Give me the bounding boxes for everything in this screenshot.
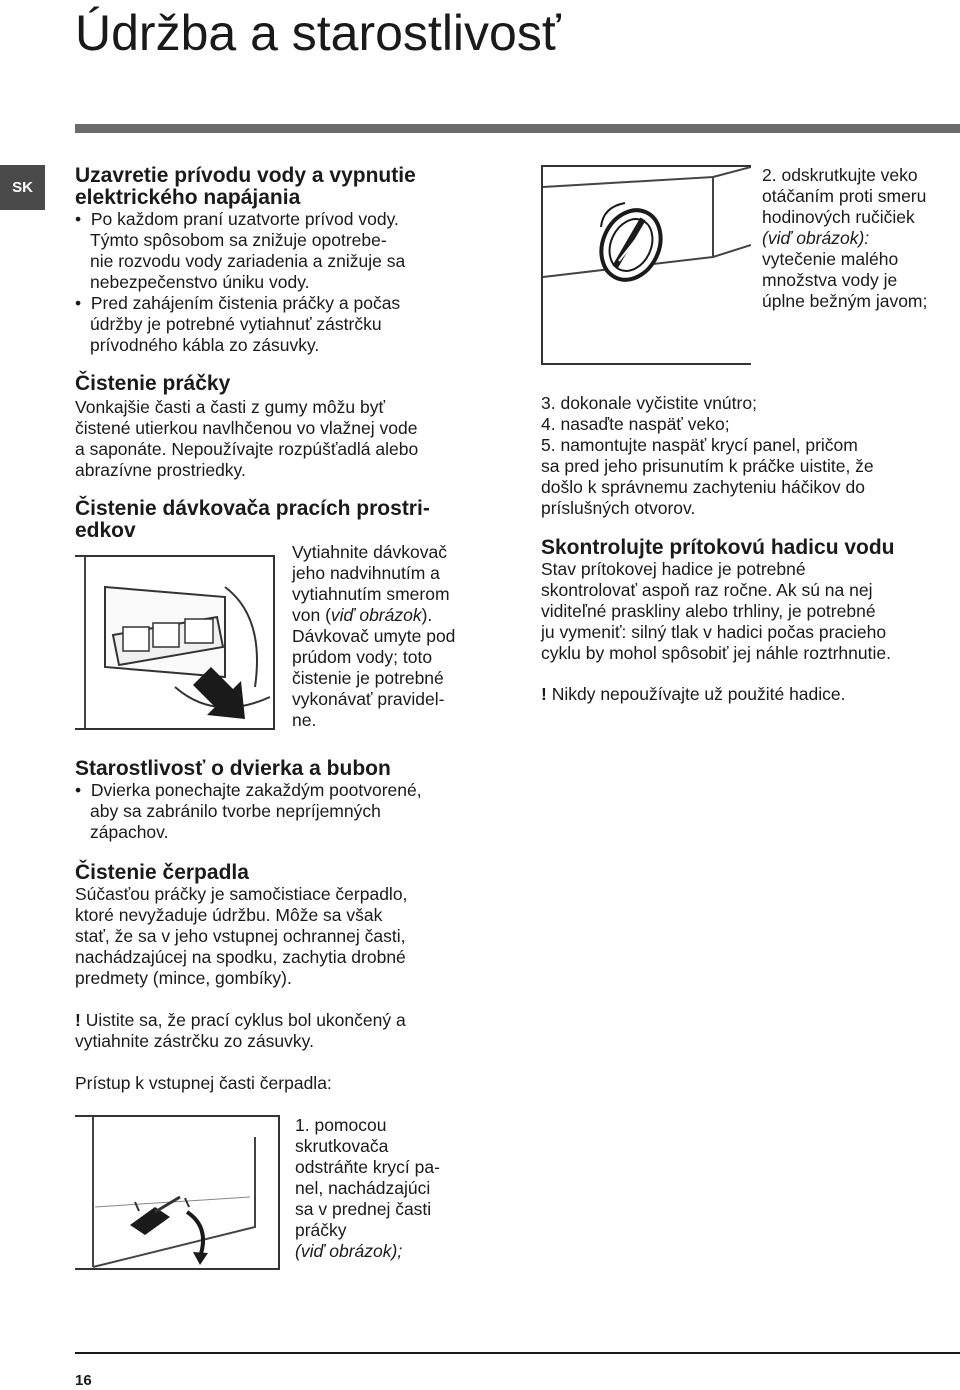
screwdriver-panel-figure: [75, 1117, 278, 1268]
text-line: otáčaním proti smeru: [762, 186, 927, 206]
pump-steps-3-5: [541, 393, 960, 519]
pump-warning: [75, 1010, 515, 1052]
language-tab: SK: [0, 165, 45, 210]
text-line: čistené utierkou navlhčenou vo vlažnej vode: [75, 418, 418, 438]
pump-panel-illustration: [75, 1115, 280, 1270]
text-line: príslušných otvorov.: [541, 498, 696, 518]
section-heading: Skontrolujte prítokovú hadicu vodu: [541, 536, 895, 559]
hose-warning: ! Nikdy nepoužívajte už použité hadice.: [541, 684, 846, 704]
text-line: Vonkajšie časti a časti z gumy môžu byť: [75, 397, 386, 417]
section-water-power: [75, 165, 515, 356]
bullet-line: nebezpečenstvo úniku vody.: [90, 272, 310, 292]
pump-step-2: [762, 165, 960, 312]
text-line: vykonávať pravidel-: [292, 689, 445, 709]
text-line: von (viď obrázok).: [292, 605, 433, 625]
text-line: predmety (mince, gombíky).: [75, 968, 292, 988]
warning-line: ! Uistite sa, že prací cyklus bol ukončený a: [75, 1010, 406, 1030]
text-line: nel, nachádzajúci: [295, 1178, 431, 1198]
text-line: 2. odskrutkujte veko: [762, 165, 918, 185]
text-line: odstráňte krycí pa-: [295, 1157, 440, 1177]
section-washer-cleaning: [75, 373, 515, 481]
text-line: ktoré nevyžaduje údržbu. Môže sa však: [75, 905, 383, 925]
section-pump-cleaning: [75, 862, 515, 989]
text-line: 3. dokonale vyčistite vnútro;: [541, 393, 757, 413]
warning-mark: !: [75, 1010, 81, 1030]
pump-cover-illustration: [541, 165, 751, 365]
text-line: 5. namontujte naspäť krycí panel, pričom: [541, 435, 858, 455]
text-line: stať, že sa v jeho vstupnej ochrannej časti,: [75, 926, 406, 946]
text-line: viditeľné praskliny alebo trhliny, je potrebné: [541, 601, 876, 621]
section-heading: Uzavretie prívodu vody a vypnutie: [75, 164, 416, 187]
footer-rule: [75, 1352, 960, 1354]
text-line: hodinových ručičiek: [762, 207, 915, 227]
page-title: Údržba a starostlivosť: [75, 5, 561, 61]
text-line: práčky: [295, 1220, 347, 1240]
section-hose-check: [541, 537, 960, 664]
page-number: 16: [75, 1372, 92, 1389]
dispenser-instructions: [292, 542, 517, 731]
bullet-line: • Po každom praní uzatvorte prívod vody.: [75, 209, 515, 230]
bullet-line: Týmto spôsobom sa znižuje opotrebe-: [90, 230, 387, 250]
section-dispenser-cleaning: [75, 498, 515, 542]
bullet-line: prívodného kábla zo zásuvky.: [90, 335, 320, 355]
bullet-line: nie rozvodu vody zariadenia a znižuje sa: [90, 251, 406, 271]
text-line: jeho nadvihnutím a: [292, 563, 440, 583]
section-door-drum: [75, 758, 515, 843]
header-rule: [75, 124, 960, 133]
text-line: vytiahnutím smerom: [292, 584, 450, 604]
section-heading-cont: elektrického napájania: [75, 186, 301, 209]
bullet-item: [75, 293, 515, 356]
section-heading: Čistenie práčky: [75, 372, 231, 395]
text-line: (viď obrázok);: [295, 1241, 403, 1261]
text-line: a saponáte. Nepoužívajte rozpúšťadlá alebo: [75, 439, 419, 459]
text-line: abrazívne prostriedky.: [75, 460, 246, 480]
pump-access-label: Prístup k vstupnej časti čerpadla:: [75, 1073, 332, 1093]
bullet-line: aby sa zabránilo tvorbe nepríjemných: [90, 801, 381, 821]
text-line: prúdom vody; toto: [292, 647, 433, 667]
text-line: Dávkovač umyte pod: [292, 626, 456, 646]
text-line: Stav prítokovej hadice je potrebné: [541, 559, 806, 579]
bullet-line: zápachov.: [90, 822, 169, 842]
dispenser-illustration: [75, 555, 275, 730]
text-line: ju vymeniť: silný tlak v hadici počas pracieho: [541, 622, 887, 642]
text-line: 1. pomocou: [295, 1115, 387, 1135]
text-line: nachádzajúcej na spodku, zachytia drobné: [75, 947, 406, 967]
text-line: skontrolovať aspoň raz ročne. Ak sú na nej: [541, 580, 873, 600]
bullet-line: údržby je potrebné vytiahnuť zástrčku: [90, 314, 382, 334]
text-line: čistenie je potrebné: [292, 668, 444, 688]
text-line: 4. nasaďte naspäť veko;: [541, 414, 730, 434]
warning-mark: !: [541, 684, 547, 704]
section-heading: Čistenie čerpadla: [75, 861, 249, 884]
text-line: úplne bežným javom;: [762, 291, 928, 311]
text-line: sa v prednej časti: [295, 1199, 432, 1219]
section-heading: Starostlivosť o dvierka a bubon: [75, 757, 391, 780]
pump-cover-figure: [543, 167, 751, 363]
bullet-line: • Pred zahájením čistenia práčky a počas: [75, 293, 515, 314]
text-line: vytečenie malého: [762, 249, 899, 269]
text-line: ne.: [292, 710, 317, 730]
pump-step-1: [295, 1115, 515, 1262]
text-line: (viď obrázok):: [762, 228, 870, 248]
dispenser-drawer-figure: [75, 557, 273, 728]
warning-line: vytiahnite zástrčku zo zásuvky.: [75, 1031, 314, 1051]
section-heading: Čistenie dávkovača pracích prostri-: [75, 497, 430, 520]
text-line: skrutkovača: [295, 1136, 389, 1156]
bullet-line: • Dvierka ponechajte zakaždým pootvorené,: [75, 780, 515, 801]
text-line: množstva vody je: [762, 270, 898, 290]
text-line: Súčasťou práčky je samočistiace čerpadlo,: [75, 884, 408, 904]
section-heading-cont: edkov: [75, 519, 136, 542]
text-line: došlo k správnemu zachyteniu háčikov do: [541, 477, 865, 497]
text-line: Vytiahnite dávkovač: [292, 542, 447, 562]
text-line: cyklu by mohol spôsobiť jej náhle roztrhnutie.: [541, 643, 891, 663]
bullet-item: [75, 209, 515, 293]
text-line: sa pred jeho prisunutím k práčke uistite, že: [541, 456, 874, 476]
